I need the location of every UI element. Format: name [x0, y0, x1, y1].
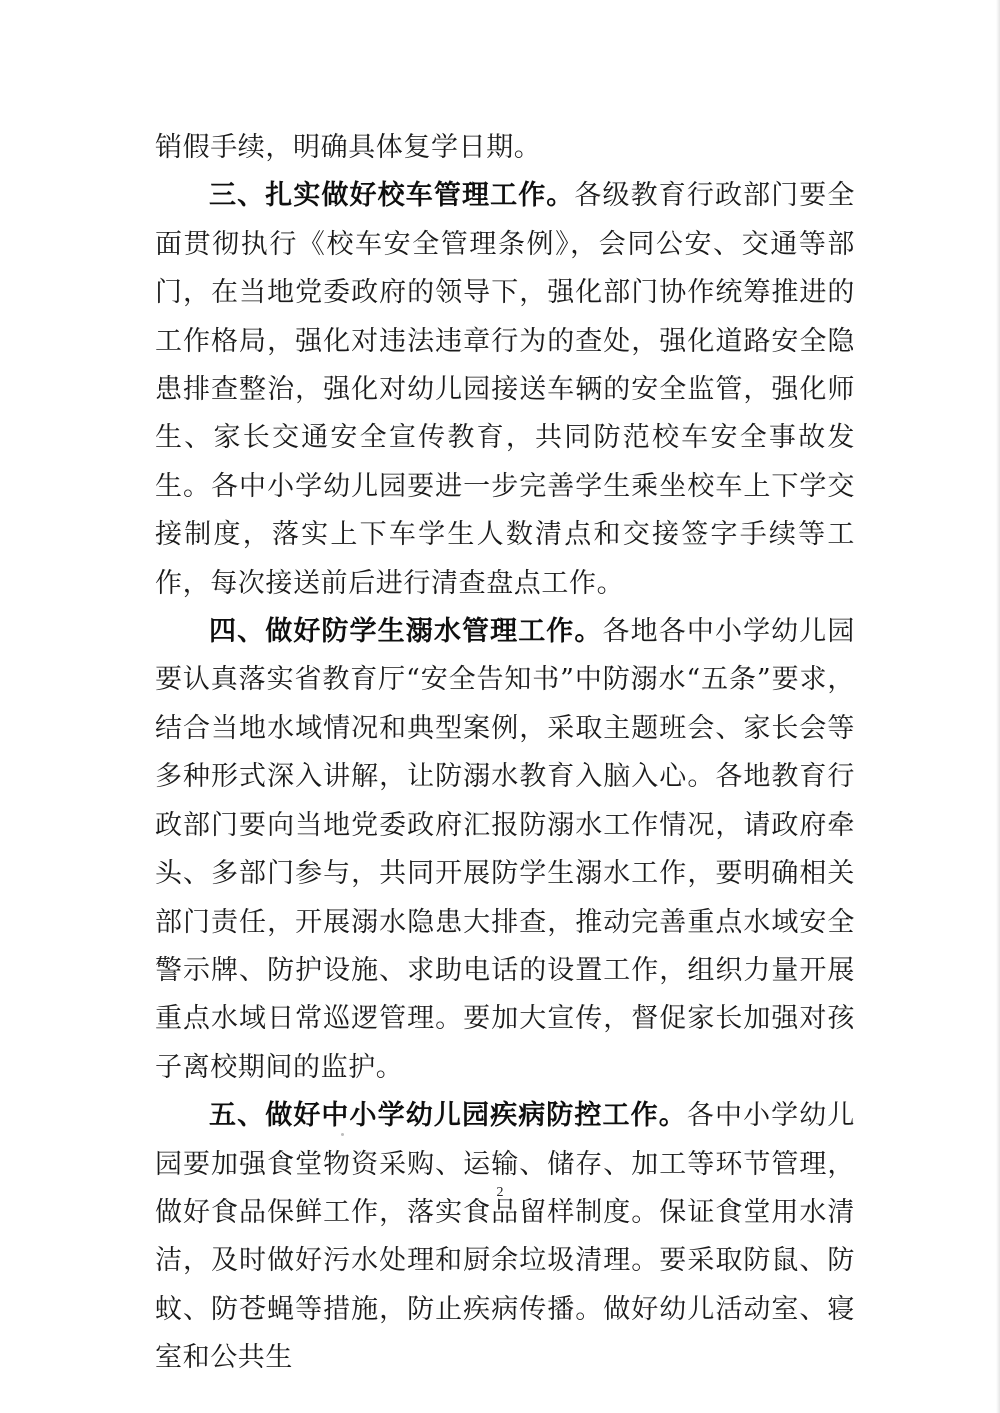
scan-edge-shadow	[996, 0, 1000, 1413]
section-heading: 三、扎实做好校车管理工作。	[209, 180, 575, 212]
paragraph-drowning-prevention	[155, 608, 855, 1092]
paragraph-school-bus	[155, 172, 855, 608]
paragraph-body: 各级教育行政部门要全面贯彻执行《校车安全管理条例》，会同公安、交通等部门，在当地党委政府的领导下，强化部门协作统筹推进的工作格局，强化对违法违章行为的查处，强化道路安全隐患排查整治，强化对幼儿园接送车辆的安全监管，强化师生、家长交通安全宣传教育，共同防范校车安全事故发生。各中小学幼儿园要进一步完善学生乘坐校车上下学交接制度，落实上下车学生人数清点和交接签字手续等工作，每次接送前后进行清查盘点工作。	[155, 180, 855, 599]
paragraph-continuation	[155, 124, 855, 172]
paragraph-disease-control	[155, 1092, 855, 1382]
scan-speck	[341, 1133, 344, 1136]
paragraph-body: 销假手续，明确具体复学日期。	[155, 132, 542, 163]
paragraph-body: 各地各中小学幼儿园要认真落实省教育厅“安全告知书”中防溺水“五条”要求，结合当地水域情况和典型案例，采取主题班会、家长会等多种形式深入讲解，让防溺水教育入脑入心。各地教育行政部门要向当地党委政府汇报防溺水工作情况，请政府牵头、多部门参与，共同开展防学生溺水工作，要明确相关部门责任，开展溺水隐患大排查，推动完善重点水域安全警示牌、防护设施、求助电话的设置工作，组织力量开展重点水域日常巡逻管理。要加大宣传，督促家长加强对孩子离校期间的监护。	[155, 616, 855, 1083]
paragraph-body: 各中小学幼儿园要加强食堂物资采购、运输、储存、加工等环节管理，做好食品保鲜工作，落实食品留样制度。保证食堂用水清洁，及时做好污水处理和厨余垃圾清理。要采取防鼠、防蚊、防苍蝇等措施，防止疾病传播。做好幼儿活动室、寝室和公共生	[155, 1100, 856, 1374]
section-heading: 四、做好防学生溺水管理工作。	[209, 616, 603, 648]
page-number: 2	[496, 1185, 504, 1200]
section-heading: 五、做好中小学幼儿园疾病防控工作。	[209, 1100, 687, 1132]
